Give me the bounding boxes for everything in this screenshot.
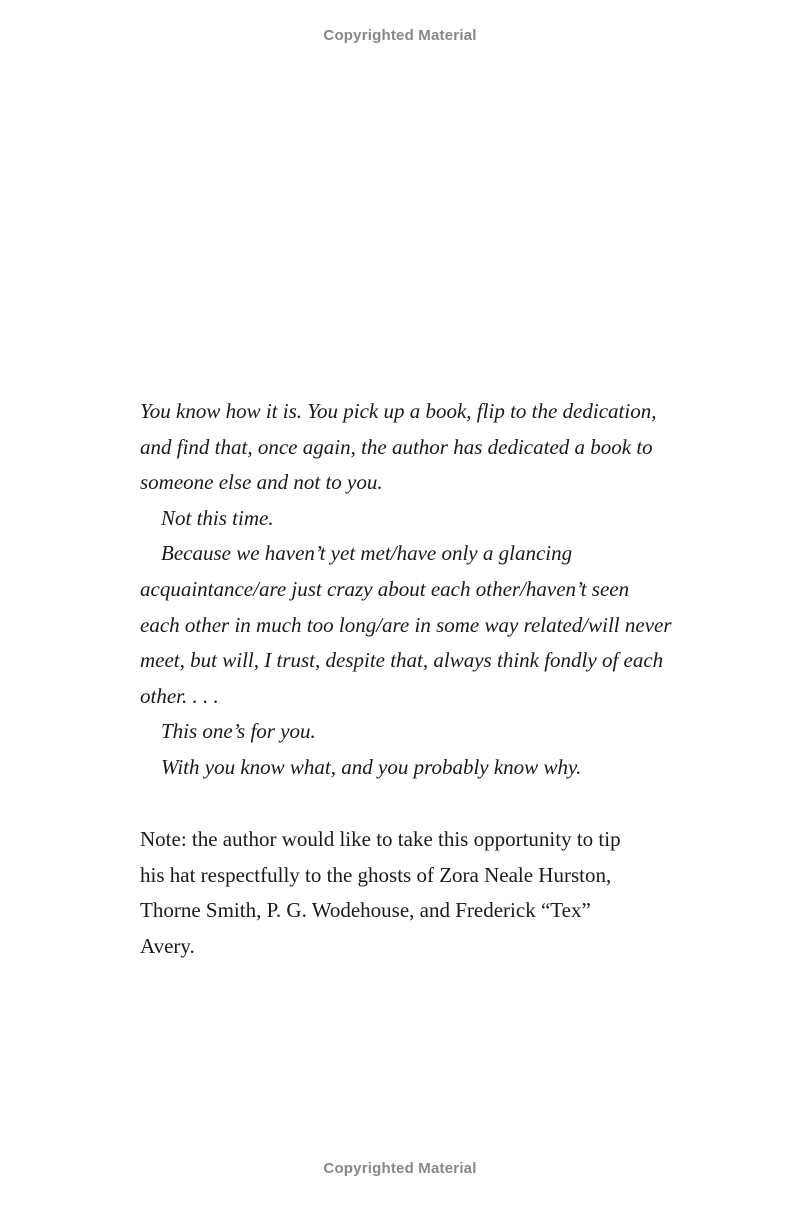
copyright-notice-bottom: Copyrighted Material xyxy=(323,1160,477,1177)
dedication-line: This one’s for you. xyxy=(161,719,316,744)
copyright-notice-top: Copyrighted Material xyxy=(323,27,477,44)
note-line: Note: the author would like to take this opportunity to tip xyxy=(140,827,621,851)
dedication-line: and find that, once again, the author has dedicated a book to xyxy=(140,434,653,459)
dedication-line: With you know what, and you probably know why. xyxy=(161,754,582,779)
dedication-line: acquaintance/are just crazy about each other/haven’t seen xyxy=(140,576,630,601)
dedication-line: meet, but will, I trust, despite that, always think fondly of each xyxy=(140,648,664,673)
note-line: Avery. xyxy=(140,933,195,958)
note-line: his hat respectfully to the ghosts of Zora Neale Hurston, xyxy=(140,862,612,887)
dedication-line: other. . . . xyxy=(140,683,219,708)
dedication-line: someone else and not to you. xyxy=(140,470,383,495)
author-note xyxy=(140,822,685,964)
dedication-line: each other in much too long/are in some way related/will never xyxy=(140,612,672,637)
dedication-line: Because we haven’t yet met/have only a glancing xyxy=(161,541,573,566)
dedication-line: You know how it is. You pick up a book, flip to the dedication, xyxy=(140,399,657,423)
dedication-line: Not this time. xyxy=(161,505,274,530)
dedication-text xyxy=(140,394,685,786)
note-line: Thorne Smith, P. G. Wodehouse, and Frederick “Tex” xyxy=(140,898,591,923)
